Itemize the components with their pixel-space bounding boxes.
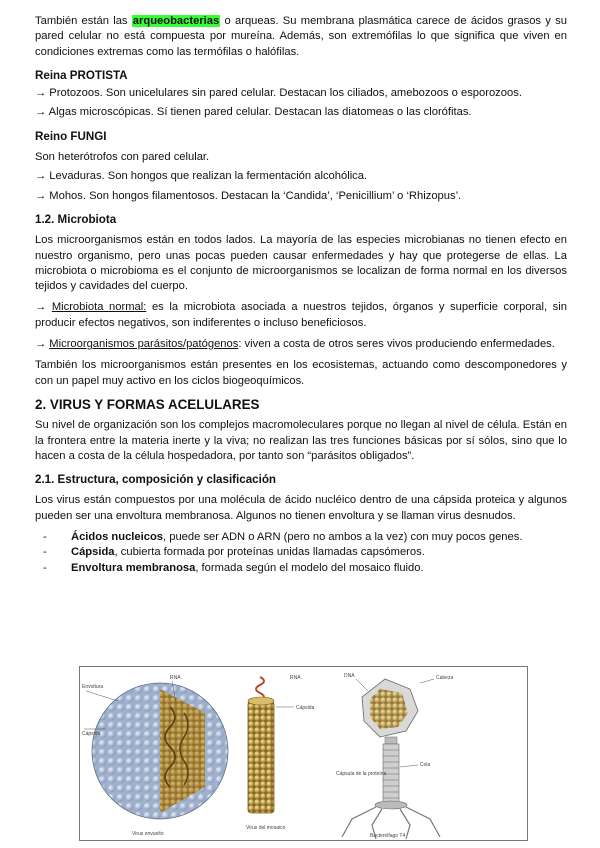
- label-rna-rod: RNA: [290, 675, 301, 681]
- microbiota-normal-text: es la microbiota asociada a nuestros tejidos, órganos y superficie corporal, sin producir efectos negativos, son indiferentes o incluso beneficiosos.: [35, 301, 567, 329]
- heading-protista: Reina PROTISTA: [35, 68, 128, 82]
- microbiota-normal: [35, 300, 567, 331]
- list-item: - Ácidos nucleicos, puede ser ADN o ARN (pero no ambos a la vez) con muy pocos genes.: [43, 531, 523, 544]
- bacteriophage-icon: [342, 679, 440, 839]
- virus-diagram: [80, 667, 527, 840]
- label-rna: RNA: [170, 675, 181, 681]
- rod-virus-icon: [248, 677, 294, 813]
- fungi-item-1: → Levaduras. Son hongos que realizan la fermentación alcohólica.: [35, 170, 368, 183]
- label-dna: DNA: [344, 673, 355, 679]
- microbiota-parasite-text: : viven a costa de otros seres vivos produciendo enfermedades.: [238, 338, 555, 351]
- heading-structure: 2.1. Estructura, composición y clasificación: [35, 473, 276, 487]
- virus-paragraph-1: Su nivel de organización son los complejos macromoleculares porque no llegan al nivel de célula. Están en la frontera entre la materia inerte y la viva; no realizan las tres funciones básicas por sí sólos, sino que lo hacen a costa de la célula hospedadora, por tanto son “parásitos obligados”.: [35, 419, 567, 462]
- virus-illustration: [79, 666, 528, 841]
- microbiota-parasites: [35, 337, 567, 352]
- virus-paragraph-2: Los virus están compuestos por una molécula de ácido nucléico dentro de una cápsida proteica y algunos pueden ser una envoltura membranosa. Algunos no tienen envoltura y se llaman virus desnudos.: [35, 494, 567, 522]
- intro-text-2: o arqueas. Su membrana plasmática carece de ácidos grasos y su pared celular no está compuesta por mureína. Además, son extremófilas lo que significa que viven en condiciones extremas como las termófilas o halófilas.: [35, 15, 567, 58]
- document-page: [35, 14, 567, 576]
- highlighted-term: arqueobacterias: [132, 15, 220, 27]
- heading-virus: 2. VIRUS Y FORMAS ACELULARES: [35, 396, 260, 412]
- label-phage-head: Cabeza: [436, 675, 454, 681]
- heading-fungi: Reino FUNGI: [35, 129, 107, 143]
- microbiota-parasite-term: Microorganismos parásitos/patógenos: [49, 338, 239, 351]
- list-item: - Cápsida, cubierta formada por proteínas unidas llamadas capsómeros.: [43, 546, 425, 559]
- label-rod-virus: Virus del mosaico: [246, 825, 286, 831]
- microbiota-normal-term: Microbiota normal:: [51, 301, 147, 314]
- enveloped-virus-icon: [84, 681, 228, 819]
- label-envelope: Envoltura: [82, 684, 104, 690]
- microbiota-paragraph-2: También los microorganismos están presentes en los ecosistemas, actuando como descomponedores y con un papel muy activo en los ciclos biogeoquímicos.: [35, 359, 567, 387]
- intro-paragraph: [35, 14, 567, 60]
- label-phage: Bacteriófago T4: [370, 833, 406, 839]
- label-capsid-left: Cápsida: [82, 731, 101, 737]
- label-enveloped-virus: Virus envuelto: [132, 831, 164, 837]
- label-tail: Cola: [420, 762, 431, 768]
- label-tail-sheath: Cápsula de la proteína: [336, 771, 387, 777]
- arrow-glyph: →: [35, 301, 52, 314]
- fungi-line-1: Son heterótrofos con pared celular.: [35, 151, 210, 164]
- label-capsid-mid: Cápsida: [296, 705, 315, 711]
- microbiota-paragraph-1: Los microorganismos están en todos lados. La mayoría de las especies microbianas no tienen efecto en nuestro organismo, pero unas pocas pueden causar enfermedades y hay que protegerse de ellas. La microbiota o microbioma es el conjunto de microorganismos se localizan de forma normal en los diversos tejidos y cavidades del cuerpo.: [35, 234, 567, 293]
- arrow-glyph: →: [35, 338, 50, 351]
- protista-item-1: → Protozoos. Son unicelulares sin pared celular. Destacan los ciliados, amebozoos o esporozoos.: [35, 87, 522, 100]
- fungi-item-2: → Mohos. Son hongos filamentosos. Destacan la ‘Candida’, ‘Penicillium’ o ‘Rhizopus’.: [35, 189, 462, 202]
- intro-text-1: También están las: [35, 15, 132, 27]
- protista-item-2: → Algas microscópicas. Sí tienen pared celular. Destacan las diatomeas o las clorófitas.: [35, 106, 472, 119]
- list-item: - Envoltura membranosa, formada según el modelo del mosaico fluido.: [43, 561, 424, 574]
- virus-components-list: [35, 530, 567, 576]
- heading-microbiota: 1.2. Microbiota: [35, 212, 117, 226]
